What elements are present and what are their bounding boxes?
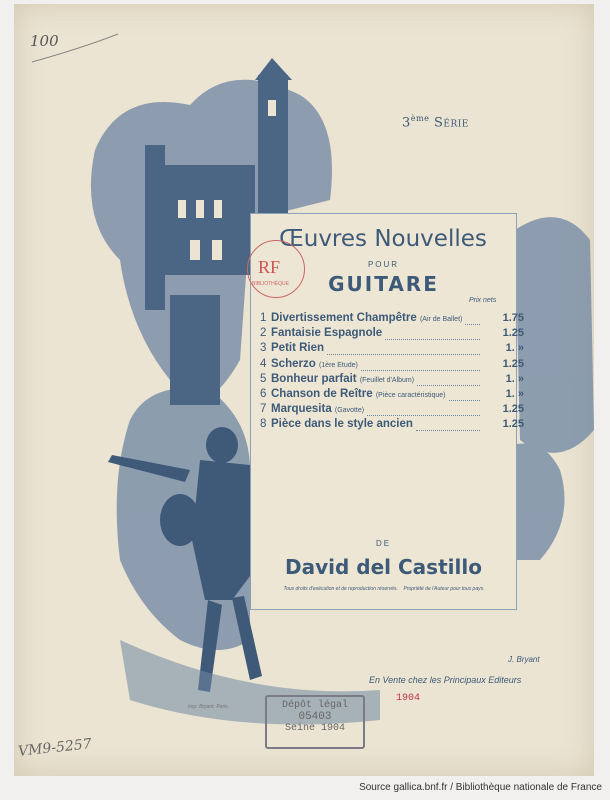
dot-leader — [385, 338, 480, 340]
work-number: 3 — [260, 342, 267, 355]
dot-leader — [367, 414, 480, 416]
call-number: VM9-5257 — [17, 736, 93, 760]
work-price: 1. » — [505, 388, 524, 400]
work-row — [260, 327, 522, 342]
dot-leader — [361, 369, 480, 371]
work-price: 1.25 — [502, 403, 524, 416]
work-subtitle: (1ère Etude) — [318, 361, 358, 369]
work-price: 1.75 — [502, 312, 524, 324]
work-row — [260, 418, 522, 433]
dot-leader — [416, 429, 480, 431]
work-price: 1.25 — [502, 357, 524, 370]
work-row — [260, 403, 522, 418]
title-pour: POUR — [367, 260, 400, 269]
library-stamp — [247, 240, 305, 298]
work-row — [260, 373, 522, 388]
work-price: 1. » — [505, 342, 524, 355]
work-number: 5 — [260, 372, 267, 385]
handwritten-number: 100 — [30, 32, 59, 50]
stamp-ring-text: BIBLIOTHÈQUE — [252, 281, 289, 287]
work-number: 2 — [260, 327, 267, 340]
work-row — [260, 358, 522, 373]
work-title: Divertissement Champêtre — [271, 312, 417, 324]
de-label: DE — [375, 539, 392, 548]
work-price: 1.25 — [502, 327, 524, 340]
year: 1904 — [396, 693, 421, 704]
depot-line3: Seine 1904 — [284, 723, 345, 734]
stamp-letters: RF — [258, 257, 281, 277]
work-price: 1. » — [505, 372, 524, 385]
prix-nets-label: Prix nets — [469, 297, 497, 304]
work-title: Chanson de Reître — [271, 388, 373, 400]
work-title: Pièce dans le style ancien — [271, 418, 413, 431]
work-title: Scherzo — [271, 357, 316, 370]
composer-name: David del Castillo — [285, 555, 482, 579]
work-row — [260, 312, 522, 327]
illustrator-signature: J. Bryant — [508, 655, 540, 664]
title-line1: Œuvres Nouvelles — [279, 226, 487, 252]
rights-notice: Tous droits d'exécution et de reproduction réservés. Propriété de l'Auteur pour tous pays. — [283, 586, 485, 592]
title-instrument: GUITARE — [328, 272, 439, 296]
work-title: Marquesita — [271, 403, 332, 416]
work-subtitle: (Gavotte) — [334, 407, 365, 415]
work-row — [260, 342, 522, 357]
work-title: Fantaisie Espagnole — [271, 327, 383, 340]
work-number: 1 — [260, 312, 267, 324]
dot-leader — [465, 323, 480, 325]
work-number: 4 — [260, 357, 267, 370]
work-subtitle: (Pièce caractéristique) — [375, 392, 446, 399]
work-price: 1.25 — [502, 418, 524, 431]
dot-leader — [327, 353, 480, 355]
work-number: 7 — [260, 403, 267, 416]
work-title: Petit Rien — [271, 342, 325, 355]
work-number: 6 — [260, 388, 267, 400]
series-label: 3ème Série — [402, 114, 469, 131]
vente-notice: En Vente chez les Principaux Editeurs — [369, 675, 522, 685]
work-number: 8 — [260, 418, 267, 431]
source-credit: Source gallica.bnf.fr / Bibliothèque nationale de France — [359, 782, 602, 793]
pencil-mark — [22, 30, 122, 70]
depot-line1: Dépôt légal — [281, 700, 348, 711]
work-subtitle: (Feuillet d'Album) — [359, 376, 415, 384]
dot-leader — [449, 399, 480, 401]
work-row — [260, 388, 522, 403]
legal-deposit-stamp — [265, 695, 365, 749]
work-title: Bonheur parfait — [271, 372, 357, 385]
source-footer — [0, 776, 610, 800]
work-subtitle: (Air de Ballet) — [419, 316, 463, 323]
dot-leader — [417, 384, 480, 386]
depot-line2: 05403 — [298, 711, 332, 723]
printer-credit: Imp. Bryant. Paris. — [188, 704, 230, 710]
